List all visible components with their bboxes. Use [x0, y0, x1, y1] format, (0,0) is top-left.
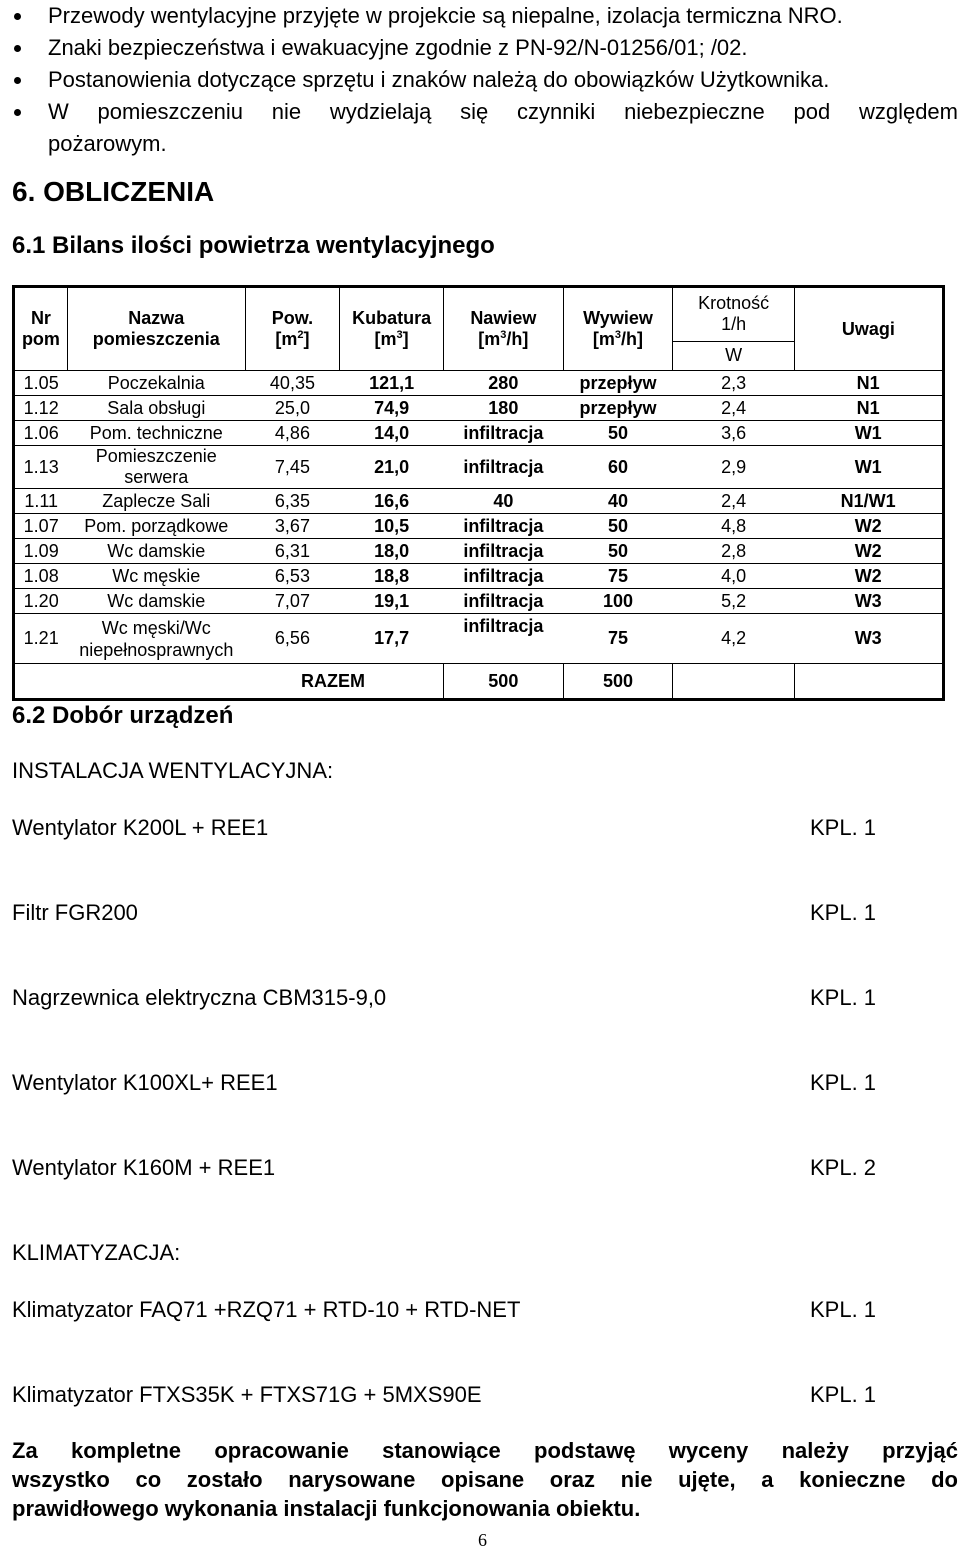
equipment-qty: KPL. 1 — [810, 1297, 877, 1322]
table-row — [14, 446, 944, 489]
cell-nazwa: Pomieszczenie serwera — [67, 446, 245, 489]
cell-kub: 18,0 — [340, 539, 444, 564]
header-uwagi: Uwagi — [794, 287, 943, 371]
cell-pow: 7,45 — [245, 446, 340, 489]
bullet-dot — [14, 45, 21, 52]
header-wywiew — [563, 287, 673, 371]
cell-naw: infiltracja — [444, 539, 564, 564]
cell-nazwa: Wc damskie — [67, 539, 245, 564]
header-pow — [245, 287, 340, 371]
table-row — [14, 396, 944, 421]
header-naw-unit: [m — [478, 329, 501, 349]
cell-nazwa: Pom. techniczne — [67, 421, 245, 446]
table-sum-row — [14, 664, 944, 700]
bullet-item — [0, 0, 960, 32]
cell-nr: 1.06 — [14, 421, 68, 446]
equipment-item — [12, 1382, 892, 1408]
cell-pow: 6,53 — [245, 564, 340, 589]
bullet-dot — [14, 13, 21, 20]
cell-uwagi: W2 — [794, 539, 943, 564]
table-row — [14, 514, 944, 539]
section-title: 6. OBLICZENIA — [12, 176, 215, 207]
equipment-name: Klimatyzator FAQ71 +RZQ71 + RTD-10 + RTD-NET — [12, 1297, 521, 1322]
header-krot-sub: W — [673, 341, 795, 370]
sum-wywiew: 500 — [563, 664, 673, 700]
final-note — [12, 1436, 958, 1523]
equipment-name: Filtr FGR200 — [12, 900, 138, 925]
cell-nazwa: Pom. porządkowe — [67, 514, 245, 539]
cell-uwagi: W2 — [794, 514, 943, 539]
equipment-qty: KPL. 1 — [810, 985, 877, 1010]
cell-kub: 16,6 — [340, 489, 444, 514]
table-row — [14, 489, 944, 514]
header-nr-line2: pom — [21, 329, 60, 349]
equipment-qty: KPL. 1 — [810, 1382, 877, 1407]
cell-kub: 18,8 — [340, 564, 444, 589]
equipment-item — [12, 985, 892, 1011]
cell-naw: infiltracja — [444, 614, 564, 664]
cell-naw: 40 — [444, 489, 564, 514]
cell-kub: 14,0 — [340, 421, 444, 446]
cell-uwagi: W3 — [794, 614, 943, 664]
final-note-line: Za kompletne opracowanie stanowiące podstawę wyceny należy przyjąć — [12, 1438, 958, 1463]
final-note-line: prawidłowego wykonania instalacji funkcjonowania obiektu. — [12, 1496, 641, 1521]
cell-krot: 2,9 — [673, 446, 795, 489]
header-kubatura — [340, 287, 444, 371]
bullet-list — [0, 0, 960, 160]
cell-pow: 40,35 — [245, 371, 340, 396]
cell-pow: 6,56 — [245, 614, 340, 664]
sum-empty-krot — [673, 664, 795, 700]
cell-pow: 6,35 — [245, 489, 340, 514]
equipment-name: Wentylator K200L + REE1 — [12, 815, 269, 840]
cell-nazwa: Zaplecze Sali — [67, 489, 245, 514]
header-kub-label: Kubatura — [352, 308, 432, 328]
cell-nr: 1.09 — [14, 539, 68, 564]
equipment-qty: KPL. 1 — [810, 900, 877, 925]
header-wyw-label: Wywiew — [583, 308, 653, 328]
cell-uwagi: W2 — [794, 564, 943, 589]
cell-uwagi: W1 — [794, 446, 943, 489]
cell-nazwa-line2: niepełnosprawnych — [79, 639, 234, 660]
header-naw-exp: 3 — [500, 329, 507, 341]
header-naw-close: /h] — [506, 329, 529, 349]
cell-naw: infiltracja — [444, 446, 564, 489]
header-kub-close: ] — [402, 329, 409, 349]
header-nazwa: Nazwa pomieszczenia — [67, 287, 245, 371]
equipment-item — [12, 1155, 892, 1181]
cell-wyw: 50 — [563, 421, 673, 446]
cell-pow: 3,67 — [245, 514, 340, 539]
header-krot-label: Krotność — [698, 293, 770, 314]
bullet-text: Znaki bezpieczeństwa i ewakuacyjne zgodnie z PN-92/N-01256/01; /02. — [48, 35, 748, 60]
cell-nazwa — [67, 614, 245, 664]
cell-kub: 21,0 — [340, 446, 444, 489]
cell-wyw: 75 — [563, 564, 673, 589]
bullet-dot — [14, 77, 21, 84]
header-kub-unit: [m — [374, 329, 397, 349]
cell-nazwa: Sala obsługi — [67, 396, 245, 421]
cell-krot: 4,2 — [673, 614, 795, 664]
cell-wyw: 60 — [563, 446, 673, 489]
equipment-name: Wentylator K160M + REE1 — [12, 1155, 276, 1180]
header-kub-exp: 3 — [396, 329, 403, 341]
table-row — [14, 539, 944, 564]
cell-nazwa: Wc męskie — [67, 564, 245, 589]
equipment-item — [12, 1070, 892, 1096]
cell-nr: 1.07 — [14, 514, 68, 539]
cell-pow: 6,31 — [245, 539, 340, 564]
header-pow-close: ] — [303, 329, 310, 349]
bullet-text-line-2: pożarowym. — [48, 131, 167, 156]
cell-pow: 25,0 — [245, 396, 340, 421]
cell-krot: 2,8 — [673, 539, 795, 564]
header-wyw-close: /h] — [621, 329, 644, 349]
header-nr-line1: Nr — [30, 308, 51, 328]
cell-uwagi: N1 — [794, 371, 943, 396]
bullet-item — [0, 32, 960, 64]
cell-krot: 2,4 — [673, 489, 795, 514]
header-krotnosc — [673, 287, 795, 342]
cell-wyw: 50 — [563, 539, 673, 564]
sum-label: RAZEM — [14, 664, 444, 700]
bullet-item — [0, 96, 960, 160]
equipment-name: Nagrzewnica elektryczna CBM315-9,0 — [12, 985, 387, 1010]
table-row — [14, 564, 944, 589]
bullet-text: Przewody wentylacyjne przyjęte w projekcie są niepalne, izolacja termiczna NRO. — [48, 3, 843, 28]
cell-wyw: przepływ — [563, 371, 673, 396]
equipment-qty: KPL. 1 — [810, 1070, 877, 1095]
subsection-title-dobor: 6.2 Dobór urządzeń — [12, 702, 234, 729]
header-pow-exp: 2 — [297, 329, 304, 341]
cell-uwagi: W3 — [794, 589, 943, 614]
heading-ventilation: INSTALACJA WENTYLACYJNA: — [12, 758, 334, 783]
bullet-item — [0, 64, 960, 96]
equipment-name: Wentylator K100XL+ REE1 — [12, 1070, 278, 1095]
table-header-row — [14, 287, 944, 342]
cell-naw: 180 — [444, 396, 564, 421]
heading-air-conditioning: KLIMATYZACJA: — [12, 1240, 181, 1265]
sum-nawiew: 500 — [444, 664, 564, 700]
cell-pow: 7,07 — [245, 589, 340, 614]
subsection-title-bilans: 6.1 Bilans ilości powietrza wentylacyjnego — [12, 232, 495, 259]
cell-nazwa-line1: Wc męski/Wc — [101, 617, 211, 638]
cell-kub: 17,7 — [340, 614, 444, 664]
cell-krot: 4,8 — [673, 514, 795, 539]
cell-wyw: 100 — [563, 589, 673, 614]
cell-nr: 1.12 — [14, 396, 68, 421]
ventilation-balance-table — [12, 285, 945, 701]
cell-krot: 3,6 — [673, 421, 795, 446]
equipment-qty: KPL. 2 — [810, 1155, 877, 1180]
cell-nr: 1.13 — [14, 446, 68, 489]
header-pow-unit: [m — [275, 329, 298, 349]
header-nawiew — [444, 287, 564, 371]
cell-kub: 74,9 — [340, 396, 444, 421]
cell-kub: 19,1 — [340, 589, 444, 614]
cell-nr: 1.08 — [14, 564, 68, 589]
cell-wyw: przepływ — [563, 396, 673, 421]
header-wyw-unit: [m — [592, 329, 615, 349]
cell-nr: 1.11 — [14, 489, 68, 514]
header-wyw-exp: 3 — [614, 329, 622, 341]
equipment-item — [12, 1297, 892, 1323]
cell-wyw: 75 — [563, 614, 673, 664]
cell-krot: 2,4 — [673, 396, 795, 421]
cell-uwagi: W1 — [794, 421, 943, 446]
cell-krot: 4,0 — [673, 564, 795, 589]
cell-wyw: 50 — [563, 514, 673, 539]
cell-krot: 2,3 — [673, 371, 795, 396]
table-row — [14, 371, 944, 396]
cell-kub: 121,1 — [340, 371, 444, 396]
sum-empty-uwagi — [794, 664, 943, 700]
cell-nazwa: Poczekalnia — [67, 371, 245, 396]
header-krot-unit: 1/h — [721, 314, 747, 335]
table-row — [14, 421, 944, 446]
cell-uwagi: N1 — [794, 396, 943, 421]
equipment-item — [12, 815, 892, 841]
header-naw-label: Nawiew — [470, 308, 537, 328]
cell-naw: infiltracja — [444, 421, 564, 446]
cell-nazwa: Wc damskie — [67, 589, 245, 614]
table-row — [14, 614, 944, 664]
equipment-item — [12, 900, 892, 926]
page-number: 6 — [478, 1530, 487, 1550]
cell-wyw: 40 — [563, 489, 673, 514]
bullet-text-line-1: W pomieszczeniu nie wydzielają się czynniki niebezpieczne pod względem — [48, 99, 958, 124]
cell-kub: 10,5 — [340, 514, 444, 539]
equipment-qty: KPL. 1 — [810, 815, 877, 840]
cell-naw: infiltracja — [444, 589, 564, 614]
cell-pow: 4,86 — [245, 421, 340, 446]
table-row — [14, 589, 944, 614]
cell-naw: 280 — [444, 371, 564, 396]
header-nr — [14, 287, 68, 371]
cell-nr: 1.20 — [14, 589, 68, 614]
equipment-name: Klimatyzator FTXS35K + FTXS71G + 5MXS90E — [12, 1382, 482, 1407]
final-note-line: wszystko co zostało narysowane opisane oraz nie ujęte, a konieczne do — [12, 1467, 958, 1492]
cell-uwagi: N1/W1 — [794, 489, 943, 514]
cell-naw: infiltracja — [444, 514, 564, 539]
bullet-text: Postanowienia dotyczące sprzętu i znaków należą do obowiązków Użytkownika. — [48, 67, 830, 92]
cell-nr: 1.21 — [14, 614, 68, 664]
cell-nr: 1.05 — [14, 371, 68, 396]
header-pow-label: Pow. — [271, 308, 314, 328]
cell-naw: infiltracja — [444, 564, 564, 589]
bullet-dot — [14, 109, 21, 116]
cell-krot: 5,2 — [673, 589, 795, 614]
